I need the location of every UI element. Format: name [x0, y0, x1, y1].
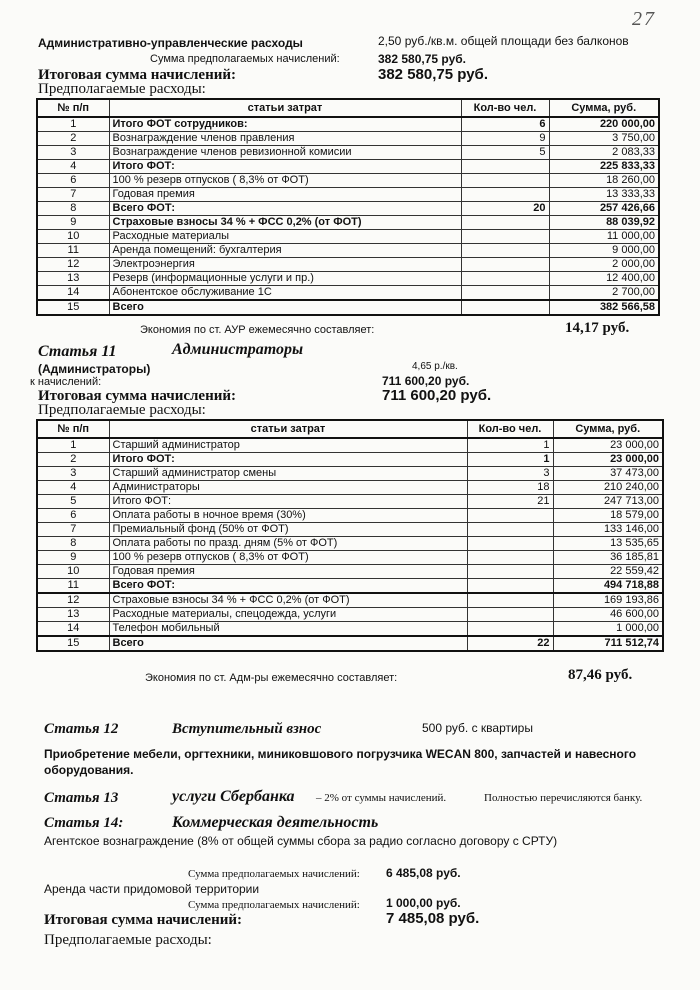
page-number: 27 [632, 8, 656, 30]
aur-planned-label: Сумма предполагаемых начислений: [150, 53, 340, 65]
row-number-cell: 14 [37, 622, 109, 637]
row-qty-cell: 21 [467, 495, 553, 509]
art13-heading-title: услуги Сбербанка [172, 788, 295, 805]
aur-total-label: Итоговая сумма начислений: [38, 67, 237, 83]
row-sum-cell: 2 083,33 [549, 146, 659, 160]
row-number-cell: 12 [37, 258, 109, 272]
row-number-cell: 3 [37, 467, 109, 481]
row-sum-cell: 711 512,74 [553, 636, 663, 651]
table-row [37, 160, 659, 174]
table-row [37, 117, 659, 132]
table-row [37, 230, 659, 244]
art11-savings-value: 87,46 руб. [568, 667, 633, 683]
art14-total-value: 7 485,08 руб. [386, 910, 480, 927]
row-sum-cell: 22 559,42 [553, 565, 663, 579]
table-row [37, 579, 663, 594]
row-number-cell: 11 [37, 244, 109, 258]
table-row [37, 132, 659, 146]
art11-heading-title: Администраторы [172, 341, 304, 358]
row-item-cell: Всего ФОТ: [109, 579, 467, 594]
col-header-sum: Сумма, руб. [549, 99, 659, 117]
row-number-cell: 15 [37, 636, 109, 651]
row-item-cell: Оплата работы в ночное время (30%) [109, 509, 467, 523]
art13-note: – 2% от суммы начислений. [316, 792, 447, 804]
aur-savings-label: Экономия по ст. АУР ежемесячно составляет: [140, 324, 375, 336]
table-row [37, 174, 659, 188]
row-qty-cell [461, 230, 549, 244]
row-qty-cell [467, 579, 553, 594]
row-qty-cell: 6 [461, 117, 549, 132]
table-row [37, 495, 663, 509]
col-header-sum: Сумма, руб. [553, 420, 663, 438]
row-item-cell: Всего [109, 636, 467, 651]
table-row [37, 636, 663, 651]
col-header-qty: Кол-во чел. [461, 99, 549, 117]
art13-note2: Полностью перечисляются банку. [484, 792, 643, 804]
table-row [37, 202, 659, 216]
art14-planned-value-1: 6 485,08 руб. [386, 866, 461, 880]
col-header-number: № п/п [37, 420, 109, 438]
row-qty-cell: 22 [467, 636, 553, 651]
row-item-cell: Годовая премия [109, 565, 467, 579]
row-number-cell: 9 [37, 216, 109, 230]
row-qty-cell: 20 [461, 202, 549, 216]
row-item-cell: Всего ФОТ: [109, 202, 461, 216]
row-item-cell: Годовая премия [109, 188, 461, 202]
col-header-item: статьи затрат [109, 420, 467, 438]
row-sum-cell: 169 193,86 [553, 593, 663, 608]
table-row [37, 593, 663, 608]
row-qty-cell: 1 [467, 453, 553, 467]
row-number-cell: 7 [37, 188, 109, 202]
row-number-cell: 1 [37, 438, 109, 453]
row-number-cell: 4 [37, 160, 109, 174]
row-sum-cell: 133 146,00 [553, 523, 663, 537]
row-qty-cell [467, 608, 553, 622]
row-sum-cell: 2 700,00 [549, 286, 659, 301]
table-row [37, 188, 659, 202]
art11-heading: Статья 11 [38, 343, 117, 360]
row-number-cell: 1 [37, 117, 109, 132]
row-number-cell: 10 [37, 565, 109, 579]
row-item-cell: Вознаграждение членов правления [109, 132, 461, 146]
row-qty-cell [467, 523, 553, 537]
row-item-cell: Премиальный фонд (50% от ФОТ) [109, 523, 467, 537]
col-header-item: статьи затрат [109, 99, 461, 117]
row-item-cell: Телефон мобильный [109, 622, 467, 637]
art14-rent: Аренда части придомовой территории [44, 882, 260, 896]
row-qty-cell [461, 286, 549, 301]
table-row [37, 608, 663, 622]
row-sum-cell: 23 000,00 [553, 453, 663, 467]
aur-total-value: 382 580,75 руб. [378, 66, 488, 83]
row-sum-cell: 2 000,00 [549, 258, 659, 272]
art14-planned-label-2: Сумма предполагаемых начислений: [188, 899, 360, 911]
row-sum-cell: 11 000,00 [549, 230, 659, 244]
row-qty-cell [461, 272, 549, 286]
row-sum-cell: 3 750,00 [549, 132, 659, 146]
art14-planned-value-2: 1 000,00 руб. [386, 896, 461, 910]
row-sum-cell: 37 473,00 [553, 467, 663, 481]
table-row [37, 551, 663, 565]
row-sum-cell: 18 260,00 [549, 174, 659, 188]
row-qty-cell: 5 [461, 146, 549, 160]
row-qty-cell [467, 565, 553, 579]
aur-expenses-label: Предполагаемые расходы: [38, 81, 206, 97]
art12-heading-title: Вступительный взнос [172, 721, 322, 737]
row-sum-cell: 220 000,00 [549, 117, 659, 132]
row-qty-cell [461, 174, 549, 188]
table-row [37, 300, 659, 315]
table-row [37, 481, 663, 495]
row-number-cell: 11 [37, 579, 109, 594]
row-qty-cell [467, 622, 553, 637]
row-number-cell: 9 [37, 551, 109, 565]
row-item-cell: Администраторы [109, 481, 467, 495]
row-qty-cell: 18 [467, 481, 553, 495]
row-qty-cell [461, 160, 549, 174]
row-sum-cell: 494 718,88 [553, 579, 663, 594]
aur-rate: 2,50 руб./кв.м. общей площади без балконов [378, 34, 629, 48]
row-qty-cell: 9 [461, 132, 549, 146]
row-qty-cell: 3 [467, 467, 553, 481]
row-item-cell: 100 % резерв отпусков ( 8,3% от ФОТ) [109, 551, 467, 565]
row-qty-cell: 1 [467, 438, 553, 453]
art11-expenses-label: Предполагаемые расходы: [38, 402, 206, 418]
row-item-cell: Итого ФОТ: [109, 495, 467, 509]
row-item-cell: Итого ФОТ: [109, 453, 467, 467]
art11-rate: 4,65 р./кв. [412, 361, 458, 372]
table-row [37, 523, 663, 537]
row-sum-cell: 12 400,00 [549, 272, 659, 286]
table-row [37, 258, 659, 272]
row-sum-cell: 1 000,00 [553, 622, 663, 637]
art14-total-label: Итоговая сумма начислений: [44, 912, 243, 928]
row-number-cell: 6 [37, 509, 109, 523]
row-number-cell: 2 [37, 453, 109, 467]
row-number-cell: 7 [37, 523, 109, 537]
row-qty-cell [467, 593, 553, 608]
row-sum-cell: 23 000,00 [553, 438, 663, 453]
row-sum-cell: 18 579,00 [553, 509, 663, 523]
table-row [37, 453, 663, 467]
row-item-cell: Абонентское обслуживание 1С [109, 286, 461, 301]
row-number-cell: 14 [37, 286, 109, 301]
aur-savings-value: 14,17 руб. [565, 320, 630, 336]
row-item-cell: Расходные материалы [109, 230, 461, 244]
row-number-cell: 12 [37, 593, 109, 608]
table-row [37, 216, 659, 230]
table-row [37, 622, 663, 637]
row-number-cell: 15 [37, 300, 109, 315]
row-item-cell: Старший администратор смены [109, 467, 467, 481]
art14-planned-label-1: Сумма предполагаемых начислений: [188, 868, 360, 880]
row-item-cell: Старший администратор [109, 438, 467, 453]
row-number-cell: 5 [37, 495, 109, 509]
row-number-cell: 8 [37, 537, 109, 551]
row-number-cell: 13 [37, 272, 109, 286]
row-number-cell: 10 [37, 230, 109, 244]
art11-planned-value: 711 600,20 руб. [382, 374, 470, 388]
row-item-cell: Итого ФОТ: [109, 160, 461, 174]
col-header-number: № п/п [37, 99, 109, 117]
row-number-cell: 8 [37, 202, 109, 216]
aur-planned-value: 382 580,75 руб. [378, 52, 466, 66]
aur-title: Административно-управленческие расходы [38, 36, 303, 50]
row-sum-cell: 13 535,65 [553, 537, 663, 551]
row-item-cell: Расходные материалы, спецодежда, услуги [109, 608, 467, 622]
row-qty-cell [467, 551, 553, 565]
art12-description: Приобретение мебели, оргтехники, миниковшового погрузчика WECAN 800, запчастей и навесного оборудования. [44, 747, 637, 777]
art14-expenses-label: Предполагаемые расходы: [44, 932, 212, 948]
row-item-cell: Всего [109, 300, 461, 315]
row-item-cell: Аренда помещений: бухгалтерия [109, 244, 461, 258]
art11-planned-label: к начислений: [30, 376, 102, 388]
row-item-cell: 100 % резерв отпусков ( 8,3% от ФОТ) [109, 174, 461, 188]
art14-heading-title: Коммерческая деятельность [172, 814, 379, 831]
row-sum-cell: 46 600,00 [553, 608, 663, 622]
table-row [37, 244, 659, 258]
table-row [37, 467, 663, 481]
row-sum-cell: 257 426,66 [549, 202, 659, 216]
row-item-cell: Страховые взносы 34 % + ФСС 0,2% (от ФОТ) [109, 216, 461, 230]
row-qty-cell [461, 216, 549, 230]
row-sum-cell: 382 566,58 [549, 300, 659, 315]
row-item-cell: Вознаграждение членов ревизионной комисии [109, 146, 461, 160]
row-number-cell: 3 [37, 146, 109, 160]
art12-fee: 500 руб. с квартиры [422, 721, 533, 735]
row-number-cell: 2 [37, 132, 109, 146]
row-sum-cell: 210 240,00 [553, 481, 663, 495]
row-item-cell: Оплата работы по празд. дням (5% от ФОТ) [109, 537, 467, 551]
table-row [37, 146, 659, 160]
table-row [37, 509, 663, 523]
art14-heading: Статья 14: [44, 815, 124, 831]
row-qty-cell [461, 244, 549, 258]
row-item-cell: Итого ФОТ сотрудников: [109, 117, 461, 132]
aur-expense-table [36, 98, 660, 316]
row-sum-cell: 247 713,00 [553, 495, 663, 509]
art11-savings-label: Экономия по ст. Адм-ры ежемесячно составляет: [145, 672, 398, 684]
row-item-cell: Резерв (информационные услуги и пр.) [109, 272, 461, 286]
row-qty-cell [461, 300, 549, 315]
row-qty-cell [467, 537, 553, 551]
row-sum-cell: 225 833,33 [549, 160, 659, 174]
col-header-qty: Кол-во чел. [467, 420, 553, 438]
table-row [37, 286, 659, 301]
row-number-cell: 6 [37, 174, 109, 188]
art11-subtitle: (Администраторы) [38, 362, 151, 376]
table-row [37, 537, 663, 551]
row-qty-cell [461, 258, 549, 272]
row-qty-cell [461, 188, 549, 202]
table-row [37, 438, 663, 453]
row-sum-cell: 13 333,33 [549, 188, 659, 202]
row-qty-cell [467, 509, 553, 523]
table-row [37, 565, 663, 579]
art14-agency: Агентское вознаграждение (8% от общей суммы сбора за радио согласно договору с СРТУ) [44, 834, 558, 848]
table-row [37, 272, 659, 286]
art11-total-value: 711 600,20 руб. [382, 387, 492, 404]
row-item-cell: Страховые взносы 34 % + ФСС 0,2% (от ФОТ) [109, 593, 467, 608]
row-sum-cell: 88 039,92 [549, 216, 659, 230]
row-sum-cell: 36 185,81 [553, 551, 663, 565]
row-item-cell: Электроэнергия [109, 258, 461, 272]
art11-expense-table [36, 419, 664, 652]
art12-heading: Статья 12 [44, 721, 119, 737]
art13-heading: Статья 13 [44, 790, 119, 806]
art11-total-label: Итоговая сумма начислений: [38, 388, 237, 404]
row-sum-cell: 9 000,00 [549, 244, 659, 258]
row-number-cell: 4 [37, 481, 109, 495]
row-number-cell: 13 [37, 608, 109, 622]
